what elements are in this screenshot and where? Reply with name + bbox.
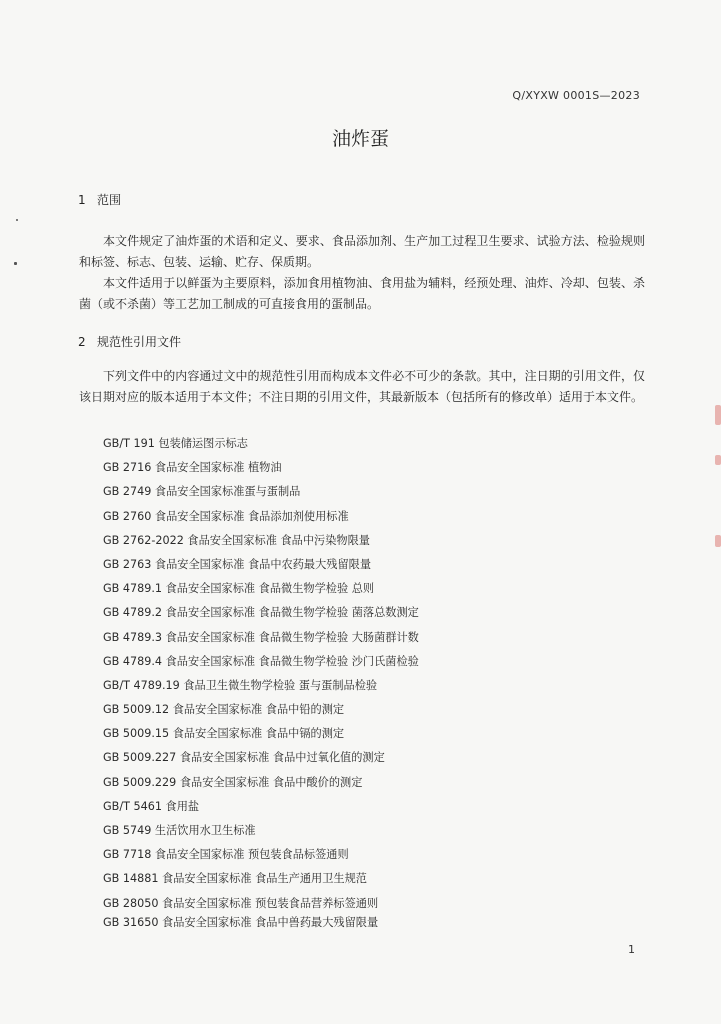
reference-item: GB 5009.15 食品安全国家标准 食品中镉的测定: [103, 727, 345, 741]
standard-number: Q/XYXW 0001S—2023: [512, 89, 640, 102]
reference-item: GB 2763 食品安全国家标准 食品中农药最大残留限量: [103, 557, 372, 571]
red-edge-mark: [715, 455, 721, 465]
section-1-number: 1: [78, 193, 86, 207]
references-intro: 下列文件中的内容通过文中的规范性引用而构成本文件必不可少的条款。其中，注日期的引用文件，仅该日期对应的版本适用于本文件；不注日期的引用文件，其最新版本（包括所有的修改单）适用于本文件。: [79, 369, 645, 404]
reference-item: GB 4789.3 食品安全国家标准 食品微生物学检验 大肠菌群计数: [103, 630, 419, 644]
scope-paragraph-1: 本文件规定了油炸蛋的术语和定义、要求、食品添加剂、生产加工过程卫生要求、试验方法、检验规则和标签、标志、包装、运输、贮存、保质期。: [79, 234, 645, 269]
reference-item: GB 4789.1 食品安全国家标准 食品微生物学检验 总则: [103, 582, 375, 596]
section-2-number: 2: [78, 335, 86, 349]
page-number: 1: [628, 943, 635, 956]
reference-item: GB 4789.2 食品安全国家标准 食品微生物学检验 菌落总数测定: [103, 606, 419, 620]
reference-item: GB 5009.12 食品安全国家标准 食品中铅的测定: [103, 703, 345, 717]
reference-item: GB 31650 食品安全国家标准 食品中兽药最大残留限量: [103, 915, 379, 929]
reference-item: GB 14881 食品安全国家标准 食品生产通用卫生规范: [103, 872, 367, 886]
reference-item: GB/T 4789.19 食品卫生微生物学检验 蛋与蛋制品检验: [103, 678, 378, 692]
reference-item: GB 2760 食品安全国家标准 食品添加剂使用标准: [103, 509, 349, 523]
scan-speck: [16, 219, 18, 221]
reference-item: GB 2749 食品安全国家标准蛋与蛋制品: [103, 485, 301, 499]
section-2-title: 规范性引用文件: [97, 335, 182, 349]
reference-item: GB 2762-2022 食品安全国家标准 食品中污染物限量: [103, 533, 370, 547]
red-edge-mark: [715, 535, 721, 547]
reference-item: GB 7718 食品安全国家标准 预包装食品标签通则: [103, 848, 349, 862]
reference-item: GB 5009.229 食品安全国家标准 食品中酸价的测定: [103, 775, 363, 789]
reference-item: GB 2716 食品安全国家标准 植物油: [103, 461, 282, 475]
reference-item: GB/T 191 包装储运图示标志: [103, 437, 248, 450]
reference-item: GB 28050 食品安全国家标准 预包装食品营养标签通则: [103, 896, 379, 910]
scan-speck: [14, 262, 17, 265]
reference-item: GB 4789.4 食品安全国家标准 食品微生物学检验 沙门氏菌检验: [103, 654, 419, 668]
section-1-heading: [78, 191, 121, 208]
scope-paragraph-2: 本文件适用于以鲜蛋为主要原料，添加食用植物油、食用盐为辅料，经预处理、油炸、冷却、包装、杀菌（或不杀菌）等工艺加工制成的可直接食用的蛋制品。: [79, 276, 645, 311]
reference-list: [103, 432, 419, 935]
reference-item: GB 5009.227 食品安全国家标准 食品中过氧化值的测定: [103, 751, 385, 765]
document-title: 油炸蛋: [331, 128, 389, 150]
section-2-heading: [78, 333, 181, 350]
reference-item: GB/T 5461 食用盐: [103, 799, 200, 813]
reference-item: GB 5749 生活饮用水卫生标准: [103, 824, 256, 837]
section-1-title: 范围: [97, 193, 122, 207]
red-edge-mark: [715, 405, 721, 425]
